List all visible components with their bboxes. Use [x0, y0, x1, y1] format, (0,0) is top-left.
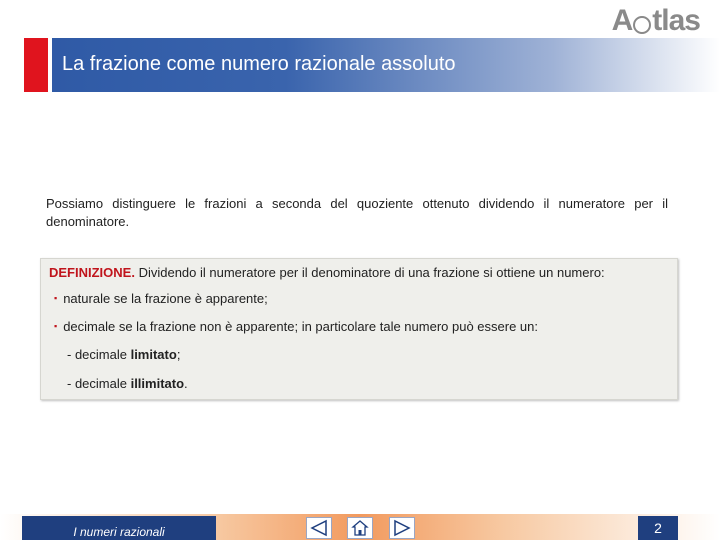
bullet-icon: ▪	[54, 293, 58, 303]
logo-text-start: A	[611, 4, 633, 37]
home-icon	[350, 519, 370, 537]
subitem-suffix: .	[184, 376, 188, 391]
section-label: I numeri razionali	[22, 516, 216, 540]
bullet-text: naturale se la frazione è apparente;	[63, 291, 268, 306]
subitem-bold: limitato	[130, 347, 177, 362]
definition-label: DEFINIZIONE.	[49, 265, 135, 280]
subitem-prefix: - decimale	[67, 376, 131, 391]
subitem-illimitato	[67, 376, 188, 391]
subitem-bold: illimitato	[130, 376, 185, 391]
prev-button[interactable]	[306, 517, 332, 539]
home-button[interactable]	[347, 517, 373, 539]
definition-box	[40, 258, 678, 400]
next-button[interactable]	[389, 517, 415, 539]
subitem-suffix: ;	[176, 347, 181, 362]
title-bar	[52, 38, 720, 92]
slide-title: La frazione come numero razionale assoluto	[62, 53, 456, 75]
bullet-text: decimale se la frazione non è apparente; in particolare tale numero può essere un:	[63, 319, 538, 334]
bullet-item-decimal	[54, 319, 538, 334]
atlas-logo	[612, 4, 700, 38]
title-accent-bar	[24, 38, 48, 92]
page-number: 2	[638, 516, 678, 540]
logo-text-end: tlas	[652, 4, 700, 37]
definition-text: Dividendo il numeratore per il denominatore di una frazione si ottiene un numero:	[134, 265, 605, 280]
subitem-prefix: - decimale	[67, 347, 131, 362]
triangle-right-icon	[392, 519, 412, 537]
subitem-limitato	[67, 347, 180, 362]
globe-icon	[633, 16, 651, 34]
definition-line	[49, 265, 605, 280]
intro-paragraph: Possiamo distinguere le frazioni a seconda del quoziente ottenuto dividendo il numeratore per il denominatore.	[46, 196, 668, 229]
bullet-icon: ▪	[54, 321, 58, 331]
bullet-item-natural	[54, 291, 268, 306]
triangle-left-icon	[309, 519, 329, 537]
